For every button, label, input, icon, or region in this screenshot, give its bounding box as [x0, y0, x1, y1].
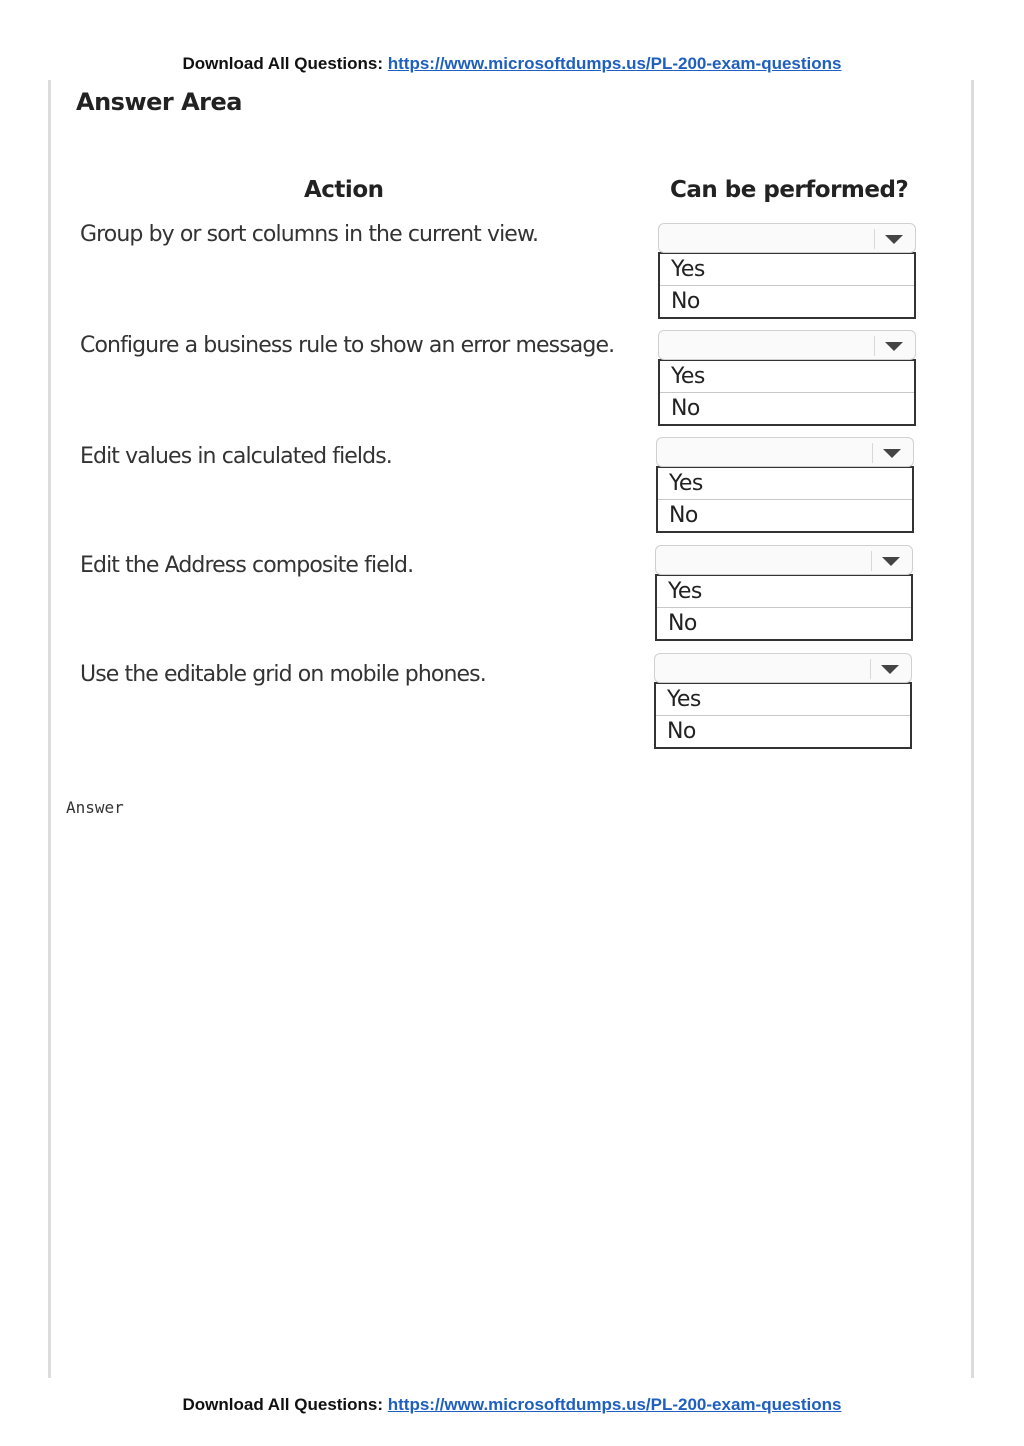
chevron-down-icon[interactable]: [885, 342, 903, 351]
chevron-down-icon[interactable]: [882, 557, 900, 566]
dropdown-field-1[interactable]: [658, 223, 916, 253]
dropdown-field-4[interactable]: [655, 545, 913, 575]
action-label-4: Edit the Address composite field.: [80, 553, 414, 578]
banner-link[interactable]: https://www.microsoftdumps.us/PL-200-exam-questions: [387, 1395, 842, 1414]
dropdown-4[interactable]: [655, 545, 913, 641]
download-banner-top: [0, 54, 1024, 74]
option-yes[interactable]: Yes: [671, 364, 705, 389]
banner-prefix: Download All Questions:: [182, 1395, 388, 1414]
dropdown-separator: [874, 229, 875, 249]
page-border-right: [971, 80, 974, 1378]
dropdown-1[interactable]: [658, 223, 916, 319]
column-header-action: Action: [304, 177, 384, 203]
chevron-down-icon[interactable]: [881, 665, 899, 674]
action-label-5: Use the editable grid on mobile phones.: [80, 662, 486, 687]
dropdown-2[interactable]: [658, 330, 916, 426]
dropdown-field-2[interactable]: [658, 330, 916, 360]
dropdown-options-3: [656, 466, 914, 533]
answer-area-title: Answer Area: [76, 88, 242, 116]
option-no[interactable]: No: [660, 285, 914, 317]
action-label-2: Configure a business rule to show an error message.: [80, 333, 615, 358]
option-no[interactable]: No: [657, 607, 911, 639]
dropdown-separator: [871, 551, 872, 571]
chevron-down-icon[interactable]: [885, 235, 903, 244]
action-label-3: Edit values in calculated fields.: [80, 444, 392, 469]
dropdown-separator: [874, 336, 875, 356]
banner-prefix: Download All Questions:: [182, 54, 388, 73]
page-border-left: [48, 80, 51, 1378]
dropdown-options-5: [654, 682, 912, 749]
option-yes[interactable]: Yes: [668, 579, 702, 604]
download-banner-bottom: [0, 1395, 1024, 1415]
option-yes[interactable]: Yes: [667, 687, 701, 712]
option-yes[interactable]: Yes: [669, 471, 703, 496]
option-no[interactable]: No: [660, 392, 914, 424]
dropdown-5[interactable]: [654, 653, 912, 749]
option-no[interactable]: No: [656, 715, 910, 747]
banner-link[interactable]: https://www.microsoftdumps.us/PL-200-exam-questions: [387, 54, 842, 73]
dropdown-field-5[interactable]: [654, 653, 912, 683]
dropdown-options-2: [658, 359, 916, 426]
dropdown-separator: [872, 443, 873, 463]
column-header-performed: Can be performed?: [670, 177, 909, 203]
dropdown-3[interactable]: [656, 437, 914, 533]
option-no[interactable]: No: [658, 499, 912, 531]
dropdown-options-1: [658, 252, 916, 319]
dropdown-field-3[interactable]: [656, 437, 914, 467]
dropdown-separator: [870, 659, 871, 679]
action-label-1: Group by or sort columns in the current view.: [80, 222, 539, 247]
option-yes[interactable]: Yes: [671, 257, 705, 282]
dropdown-options-4: [655, 574, 913, 641]
chevron-down-icon[interactable]: [883, 449, 901, 458]
answer-label: Answer: [66, 798, 124, 817]
